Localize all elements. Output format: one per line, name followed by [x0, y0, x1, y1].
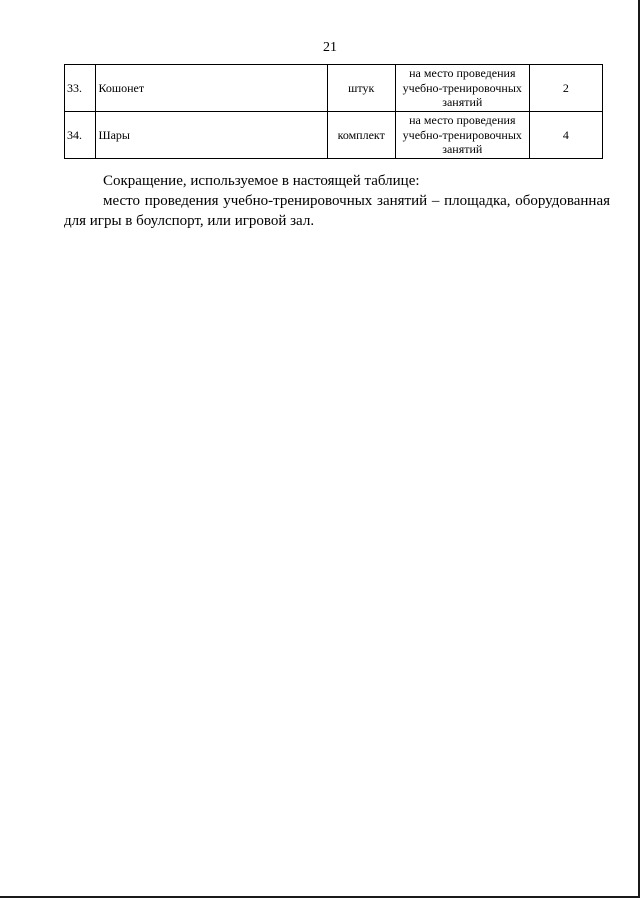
note-title: Сокращение, используемое в настоящей таблице:	[103, 173, 420, 189]
row-number-cell: 33.	[65, 65, 96, 112]
row-number-cell: 34.	[65, 112, 96, 159]
equipment-table	[64, 64, 603, 159]
page-number: 21	[323, 40, 337, 55]
quantity-cell: 2	[529, 65, 602, 112]
note-body: место проведения учебно-тренировочных занятий – площадка, оборудованная для игры в боулспорт, или игровой зал.	[64, 193, 610, 229]
table-row	[65, 65, 603, 112]
location-cell: на место проведения учебно-тренировочных занятий	[395, 112, 529, 159]
unit-cell: штук	[327, 65, 395, 112]
item-name-cell: Кошонет	[96, 65, 327, 112]
item-name-cell: Шары	[96, 112, 327, 159]
quantity-cell: 4	[529, 112, 602, 159]
table-row	[65, 112, 603, 159]
location-cell: на место проведения учебно-тренировочных занятий	[395, 65, 529, 112]
unit-cell: комплект	[327, 112, 395, 159]
